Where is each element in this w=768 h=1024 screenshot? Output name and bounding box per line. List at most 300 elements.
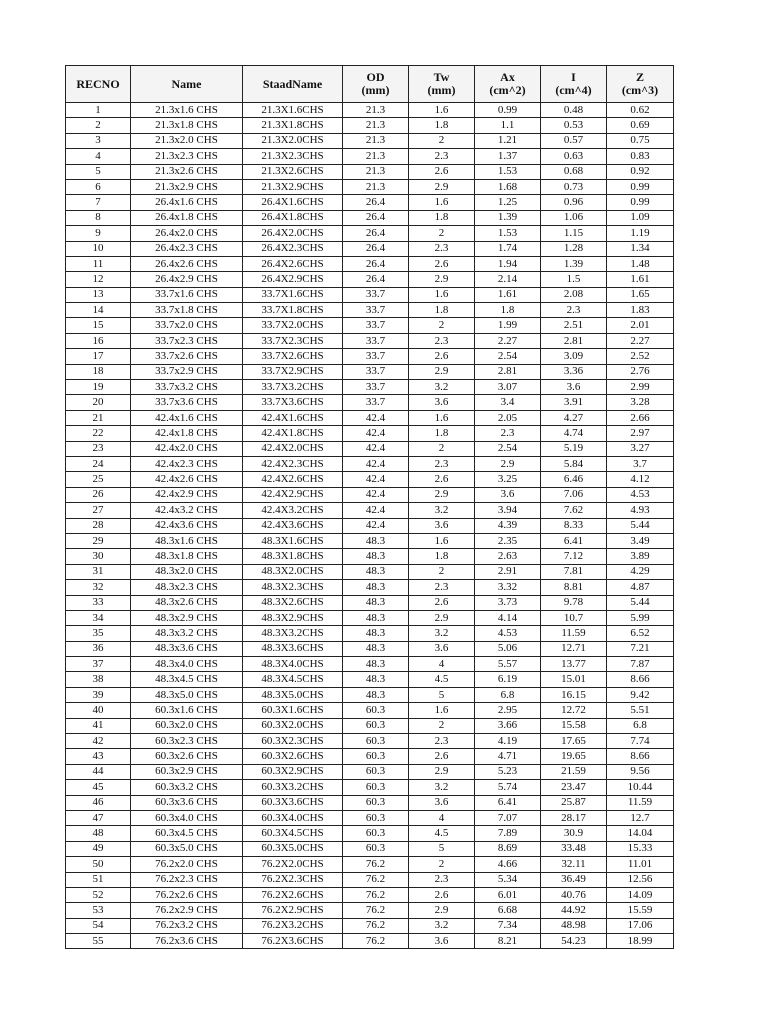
table-row [66,487,674,502]
cell-i: 40.76 [541,887,607,902]
cell-i: 25.87 [541,795,607,810]
cell-staad-name: 76.2X3.6CHS [243,934,343,949]
table-row [66,395,674,410]
cell-name: 42.4x1.6 CHS [131,410,243,425]
cell-recno: 9 [66,226,131,241]
cell-ax: 4.53 [475,626,541,641]
cell-od: 60.3 [343,749,409,764]
cell-ax: 6.01 [475,887,541,902]
cell-tw: 3.2 [409,503,475,518]
cell-z: 11.59 [607,795,674,810]
cell-staad-name: 42.4X2.3CHS [243,456,343,471]
cell-tw: 2.9 [409,179,475,194]
cell-od: 33.7 [343,333,409,348]
cell-recno: 34 [66,610,131,625]
cell-i: 15.01 [541,672,607,687]
cell-od: 33.7 [343,395,409,410]
cell-tw: 2.6 [409,472,475,487]
cell-ax: 2.91 [475,564,541,579]
cell-staad-name: 60.3X3.6CHS [243,795,343,810]
cell-od: 42.4 [343,487,409,502]
cell-name: 48.3x4.5 CHS [131,672,243,687]
table-row [66,564,674,579]
column-header-recno [66,66,131,103]
cell-tw: 2.6 [409,749,475,764]
table-row [66,164,674,179]
cell-name: 60.3x4.0 CHS [131,810,243,825]
cell-od: 21.3 [343,179,409,194]
cell-name: 21.3x2.9 CHS [131,179,243,194]
cell-tw: 2.3 [409,580,475,595]
cell-ax: 2.54 [475,441,541,456]
cell-z: 0.83 [607,149,674,164]
cell-staad-name: 48.3X4.0CHS [243,657,343,672]
cell-tw: 2.9 [409,487,475,502]
cell-od: 76.2 [343,903,409,918]
table-row [66,687,674,702]
cell-i: 7.12 [541,549,607,564]
cell-z: 0.99 [607,179,674,194]
cell-i: 2.08 [541,287,607,302]
cell-od: 33.7 [343,287,409,302]
cell-recno: 51 [66,872,131,887]
cell-od: 60.3 [343,764,409,779]
table-row [66,318,674,333]
cell-i: 2.3 [541,303,607,318]
cell-z: 4.12 [607,472,674,487]
table-row [66,626,674,641]
cell-tw: 3.2 [409,626,475,641]
cell-ax: 2.27 [475,333,541,348]
cell-staad-name: 60.3X2.3CHS [243,734,343,749]
cell-z: 1.65 [607,287,674,302]
cell-z: 7.21 [607,641,674,656]
cell-od: 60.3 [343,703,409,718]
cell-staad-name: 33.7X3.6CHS [243,395,343,410]
cell-staad-name: 76.2X2.0CHS [243,857,343,872]
cell-name: 48.3x3.6 CHS [131,641,243,656]
cell-recno: 12 [66,272,131,287]
cell-od: 42.4 [343,441,409,456]
cell-tw: 1.8 [409,118,475,133]
cell-recno: 47 [66,810,131,825]
cell-ax: 5.57 [475,657,541,672]
cell-tw: 2.6 [409,164,475,179]
cell-tw: 2.3 [409,333,475,348]
column-header-label: StaadName [262,76,323,91]
cell-ax: 3.73 [475,595,541,610]
cell-recno: 10 [66,241,131,256]
cell-staad-name: 33.7X2.3CHS [243,333,343,348]
cell-ax: 3.4 [475,395,541,410]
cell-tw: 1.6 [409,103,475,118]
cell-od: 48.3 [343,610,409,625]
cell-i: 32.11 [541,857,607,872]
cell-staad-name: 48.3X3.2CHS [243,626,343,641]
cell-od: 76.2 [343,918,409,933]
cell-recno: 6 [66,179,131,194]
table-row [66,810,674,825]
cell-recno: 33 [66,595,131,610]
column-header-unit: (mm) [427,83,456,97]
cell-tw: 4 [409,657,475,672]
cell-tw: 3.6 [409,795,475,810]
cell-recno: 11 [66,256,131,271]
cell-name: 60.3x2.6 CHS [131,749,243,764]
cell-z: 12.56 [607,872,674,887]
cell-tw: 1.6 [409,703,475,718]
cell-name: 26.4x2.0 CHS [131,226,243,241]
cell-name: 76.2x2.6 CHS [131,887,243,902]
cell-z: 10.44 [607,780,674,795]
cell-od: 60.3 [343,780,409,795]
cell-recno: 27 [66,503,131,518]
cell-tw: 2.6 [409,349,475,364]
cell-staad-name: 48.3X2.6CHS [243,595,343,610]
table-row [66,456,674,471]
cell-name: 42.4x3.2 CHS [131,503,243,518]
cell-recno: 17 [66,349,131,364]
cell-tw: 1.8 [409,549,475,564]
cell-name: 76.2x3.6 CHS [131,934,243,949]
cell-name: 33.7x2.6 CHS [131,349,243,364]
cell-name: 48.3x1.6 CHS [131,533,243,548]
cell-recno: 49 [66,841,131,856]
cell-ax: 1.53 [475,164,541,179]
cell-tw: 4 [409,810,475,825]
cell-recno: 18 [66,364,131,379]
cell-i: 13.77 [541,657,607,672]
cell-name: 33.7x2.0 CHS [131,318,243,333]
table-row [66,580,674,595]
cell-staad-name: 26.4X1.6CHS [243,195,343,210]
cell-name: 21.3x2.0 CHS [131,133,243,148]
table-row [66,226,674,241]
cell-i: 1.15 [541,226,607,241]
cell-i: 3.91 [541,395,607,410]
cell-name: 42.4x1.8 CHS [131,426,243,441]
cell-z: 1.19 [607,226,674,241]
cell-recno: 48 [66,826,131,841]
cell-recno: 50 [66,857,131,872]
cell-i: 10.7 [541,610,607,625]
cell-z: 3.28 [607,395,674,410]
cell-tw: 2.9 [409,610,475,625]
table-row [66,103,674,118]
cell-ax: 2.14 [475,272,541,287]
cell-recno: 52 [66,887,131,902]
cell-staad-name: 48.3X1.6CHS [243,533,343,548]
cell-staad-name: 48.3X5.0CHS [243,687,343,702]
cell-tw: 1.6 [409,287,475,302]
cell-od: 21.3 [343,164,409,179]
cell-od: 33.7 [343,380,409,395]
cell-od: 26.4 [343,226,409,241]
cell-ax: 4.19 [475,734,541,749]
cell-staad-name: 21.3X2.6CHS [243,164,343,179]
cell-z: 7.74 [607,734,674,749]
cell-tw: 4.5 [409,826,475,841]
column-header-i [541,66,607,103]
cell-recno: 36 [66,641,131,656]
table-body [66,103,674,949]
cell-i: 6.46 [541,472,607,487]
cell-od: 42.4 [343,472,409,487]
cell-z: 4.29 [607,564,674,579]
cell-ax: 2.3 [475,426,541,441]
cell-i: 19.65 [541,749,607,764]
cell-i: 1.39 [541,256,607,271]
cell-i: 3.09 [541,349,607,364]
column-header-staad-name [243,66,343,103]
cell-od: 42.4 [343,410,409,425]
cell-tw: 3.2 [409,918,475,933]
cell-od: 42.4 [343,456,409,471]
cell-recno: 46 [66,795,131,810]
cell-od: 76.2 [343,887,409,902]
table-row [66,149,674,164]
cell-recno: 42 [66,734,131,749]
cell-z: 0.75 [607,133,674,148]
cell-i: 3.36 [541,364,607,379]
cell-name: 48.3x3.2 CHS [131,626,243,641]
cell-ax: 2.81 [475,364,541,379]
cell-tw: 2.3 [409,734,475,749]
cell-ax: 7.89 [475,826,541,841]
cell-staad-name: 60.3X5.0CHS [243,841,343,856]
table-row [66,610,674,625]
cell-i: 0.96 [541,195,607,210]
cell-recno: 32 [66,580,131,595]
cell-tw: 4.5 [409,672,475,687]
cell-staad-name: 76.2X2.9CHS [243,903,343,918]
cell-tw: 2.3 [409,241,475,256]
cell-tw: 2.9 [409,272,475,287]
cell-staad-name: 60.3X4.5CHS [243,826,343,841]
cell-i: 5.84 [541,456,607,471]
cell-od: 60.3 [343,718,409,733]
cell-od: 21.3 [343,103,409,118]
cell-staad-name: 48.3X4.5CHS [243,672,343,687]
cell-i: 33.48 [541,841,607,856]
cell-ax: 6.41 [475,795,541,810]
cell-name: 21.3x2.3 CHS [131,149,243,164]
cell-z: 0.62 [607,103,674,118]
cell-ax: 5.23 [475,764,541,779]
table-row [66,333,674,348]
cell-i: 16.15 [541,687,607,702]
cell-name: 26.4x1.6 CHS [131,195,243,210]
cell-tw: 2.3 [409,872,475,887]
cell-tw: 2 [409,441,475,456]
cell-name: 48.3x5.0 CHS [131,687,243,702]
cell-ax: 1.68 [475,179,541,194]
cell-recno: 19 [66,380,131,395]
cell-recno: 23 [66,441,131,456]
cell-od: 48.3 [343,595,409,610]
cell-i: 30.9 [541,826,607,841]
table-row [66,210,674,225]
cell-i: 0.53 [541,118,607,133]
cell-ax: 7.07 [475,810,541,825]
cell-tw: 2 [409,318,475,333]
cell-i: 7.81 [541,564,607,579]
cell-recno: 24 [66,456,131,471]
cell-od: 76.2 [343,857,409,872]
cell-i: 3.6 [541,380,607,395]
cell-ax: 3.07 [475,380,541,395]
cell-od: 48.3 [343,549,409,564]
cell-ax: 1.53 [475,226,541,241]
cell-i: 2.51 [541,318,607,333]
cell-z: 0.99 [607,195,674,210]
cell-i: 28.17 [541,810,607,825]
cell-recno: 37 [66,657,131,672]
cell-staad-name: 33.7X2.0CHS [243,318,343,333]
cell-recno: 26 [66,487,131,502]
cell-i: 44.92 [541,903,607,918]
cell-ax: 3.94 [475,503,541,518]
cell-od: 42.4 [343,518,409,533]
cell-staad-name: 60.3X3.2CHS [243,780,343,795]
cell-name: 42.4x2.9 CHS [131,487,243,502]
table-row [66,195,674,210]
cell-tw: 2.6 [409,256,475,271]
cell-ax: 3.6 [475,487,541,502]
cell-recno: 3 [66,133,131,148]
cell-i: 4.27 [541,410,607,425]
cell-od: 33.7 [343,318,409,333]
cell-staad-name: 48.3X2.9CHS [243,610,343,625]
cell-z: 8.66 [607,672,674,687]
cell-od: 48.3 [343,564,409,579]
cell-ax: 4.71 [475,749,541,764]
cell-z: 4.53 [607,487,674,502]
cell-i: 36.49 [541,872,607,887]
cell-tw: 2.9 [409,764,475,779]
table-row [66,841,674,856]
cell-tw: 3.2 [409,780,475,795]
cell-staad-name: 21.3X1.8CHS [243,118,343,133]
table-row [66,241,674,256]
cell-z: 14.04 [607,826,674,841]
cell-i: 15.58 [541,718,607,733]
cell-staad-name: 26.4X2.9CHS [243,272,343,287]
cell-name: 21.3x2.6 CHS [131,164,243,179]
cell-name: 60.3x3.6 CHS [131,795,243,810]
cell-z: 4.93 [607,503,674,518]
cell-z: 3.7 [607,456,674,471]
cell-name: 60.3x3.2 CHS [131,780,243,795]
cell-name: 60.3x1.6 CHS [131,703,243,718]
cell-i: 6.41 [541,533,607,548]
cell-recno: 43 [66,749,131,764]
cell-z: 2.52 [607,349,674,364]
cell-staad-name: 48.3X3.6CHS [243,641,343,656]
cell-z: 5.44 [607,595,674,610]
cell-ax: 1.61 [475,287,541,302]
cell-z: 1.83 [607,303,674,318]
cell-od: 42.4 [343,426,409,441]
column-header-unit: (mm) [361,83,390,97]
cell-ax: 2.95 [475,703,541,718]
cell-ax: 1.39 [475,210,541,225]
cell-recno: 41 [66,718,131,733]
cell-name: 76.2x2.0 CHS [131,857,243,872]
column-header-ax [475,66,541,103]
cell-z: 3.89 [607,549,674,564]
cell-ax: 3.66 [475,718,541,733]
cell-i: 48.98 [541,918,607,933]
table-row [66,764,674,779]
cell-i: 1.06 [541,210,607,225]
cell-recno: 2 [66,118,131,133]
cell-tw: 2.6 [409,595,475,610]
cell-staad-name: 60.3X2.9CHS [243,764,343,779]
table-row [66,441,674,456]
cell-tw: 1.6 [409,410,475,425]
cell-ax: 1.37 [475,149,541,164]
cell-name: 60.3x2.9 CHS [131,764,243,779]
cell-tw: 2 [409,857,475,872]
cell-od: 21.3 [343,149,409,164]
cell-z: 5.51 [607,703,674,718]
cell-i: 2.81 [541,333,607,348]
cell-ax: 7.34 [475,918,541,933]
cell-recno: 13 [66,287,131,302]
column-header-tw [409,66,475,103]
cell-tw: 1.8 [409,210,475,225]
cell-ax: 8.69 [475,841,541,856]
cell-i: 8.33 [541,518,607,533]
cell-recno: 8 [66,210,131,225]
table-row [66,380,674,395]
cell-name: 33.7x3.6 CHS [131,395,243,410]
cell-staad-name: 60.3X1.6CHS [243,703,343,718]
cell-ax: 1.1 [475,118,541,133]
cell-od: 48.3 [343,657,409,672]
cell-tw: 3.6 [409,518,475,533]
cell-od: 33.7 [343,364,409,379]
cell-z: 2.76 [607,364,674,379]
cell-ax: 0.99 [475,103,541,118]
table-row [66,857,674,872]
table-row [66,287,674,302]
cell-z: 3.49 [607,533,674,548]
table-row [66,595,674,610]
cell-tw: 1.8 [409,303,475,318]
table-row [66,718,674,733]
cell-ax: 4.14 [475,610,541,625]
cell-ax: 1.8 [475,303,541,318]
cell-i: 0.48 [541,103,607,118]
cell-od: 26.4 [343,210,409,225]
cell-i: 12.71 [541,641,607,656]
cell-z: 2.97 [607,426,674,441]
column-header-name [131,66,243,103]
cell-ax: 5.34 [475,872,541,887]
cell-recno: 5 [66,164,131,179]
cell-od: 48.3 [343,672,409,687]
cell-z: 3.27 [607,441,674,456]
cell-i: 0.68 [541,164,607,179]
table-row [66,872,674,887]
cell-z: 7.87 [607,657,674,672]
cell-name: 48.3x2.3 CHS [131,580,243,595]
cell-od: 26.4 [343,256,409,271]
cell-name: 60.3x2.0 CHS [131,718,243,733]
cell-name: 48.3x2.0 CHS [131,564,243,579]
